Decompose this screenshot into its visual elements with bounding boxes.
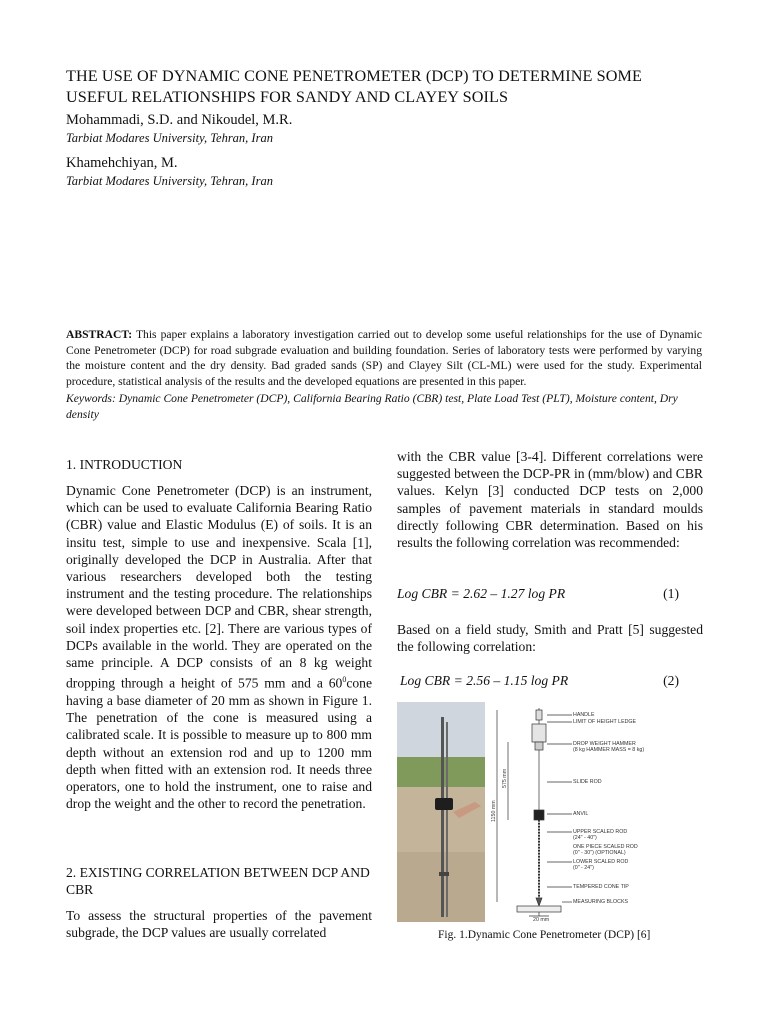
abstract: [66, 327, 702, 389]
author-1-name: Mohammadi, S.D. and Nikoudel, M.R.: [66, 112, 293, 128]
label-limit: LIMIT OF HEIGHT LEDGE: [573, 719, 637, 725]
label-cone-tip: TEMPERED CONE TIP: [573, 884, 629, 890]
dim-575: 575 mm: [502, 768, 508, 788]
equation-2: [397, 673, 703, 691]
abstract-text: This paper explains a laboratory investigation carried out to develop some useful relationships for the use of Dynamic Cone Penetrometer (DCP) for road subgrade evaluation and building foundation. Series of laboratory tests were performed by varying the moisture content and the dry density. Bad graded sands (SP) and Clayey Silt (CL-ML) were used for the study. Experimental procedure, statistical analysis of the results and the developed equations are presented in this paper.: [66, 328, 702, 388]
label-hammer-mass: (8 kg HAMMER MASS = 8 kg): [573, 747, 645, 753]
section-2-paragraph-2: with the CBR value [3-4]. Different correlations were suggested between the DCP-PR in (mm/blow) and CBR values. Kelyn [3] conducted DCP tests on 2,000 samples of pavement materials in standard moulds directly following CBR determination. Based on his results the following correlation was recommended:: [397, 449, 703, 551]
abstract-label: ABSTRACT:: [66, 328, 133, 341]
label-handle: HANDLE: [573, 712, 595, 718]
label-hammer: DROP WEIGHT HAMMER: [573, 741, 636, 747]
label-anvil: ANVIL: [573, 811, 589, 817]
author-2-affiliation: Tarbiat Modares University, Tehran, Iran: [66, 174, 273, 188]
equation-1: [397, 586, 703, 604]
figure-1-caption: Fig. 1.Dynamic Cone Penetrometer (DCP) [6]: [438, 929, 651, 941]
figure-1-graphic: [397, 702, 703, 922]
dim-1150: 1150 mm: [491, 800, 497, 822]
label-upper-rod-range: (24" - 40"): [573, 835, 597, 841]
equation-1-text: Log CBR = 2.62 – 1.27 log PR: [397, 586, 566, 601]
equation-2-number: (2): [663, 673, 679, 688]
label-lower-rod: LOWER SCALED ROD: [573, 859, 629, 865]
dcp-photo: [397, 702, 485, 922]
dcp-diagram-labels: [491, 712, 644, 922]
degree-superscript: 0: [342, 675, 347, 685]
section-2-paragraph-1: To assess the structural properties of the pavement subgrade, the DCP values are usually correlated: [66, 908, 372, 941]
label-one-piece-range: (0" - 30") (OPTIONAL): [573, 850, 626, 856]
keywords: Keywords: Dynamic Cone Penetrometer (DCP), California Bearing Ratio (CBR) test, Plate Load Test (PLT), Moisture content, Dry density: [66, 392, 678, 421]
author-2-name: Khamehchiyan, M.: [66, 155, 178, 171]
section-1-paragraph: [66, 482, 372, 812]
intro-text-b: cone having a base diameter of 20 mm as shown in Figure 1. The penetration of the cone is measured using a calibrated scale. It is possible to measure up to 800 mm depth without an extension rod and up to 1200 mm depth when fitted with an extension rod. It needs three operators, one to hold the instrument, one to raise and drop the weight and the other to record the penetration.: [66, 675, 372, 812]
label-measuring-blocks: MEASURING BLOCKS: [573, 899, 629, 905]
intro-text-a: Dynamic Cone Penetrometer (DCP) is an instrument, which can be used to evaluate California Bearing Ratio (CBR) value and Elastic Modulus (E) of soils. It is an insitu test, simple to use and inexpensive. Scala [1], originally developed the DCP in Australia. After that various researchers developed both the testing instrument and the testing procedure. The relationships were developed between DCP and CBR, shear strength, soil index properties etc. [2]. There are various types of DCPs available in the world. They are operated on the same principle. A DCP consists of an 8 kg weight dropping through a height of 575 mm and a 60: [66, 483, 372, 691]
figure-1: [397, 702, 703, 922]
equation-2-text: Log CBR = 2.56 – 1.15 log PR: [400, 673, 569, 688]
label-upper-rod: UPPER SCALED ROD: [573, 829, 628, 835]
dim-20: 20 mm: [533, 917, 550, 922]
paper-title: [66, 66, 706, 108]
dcp-diagram: [497, 708, 572, 916]
section-2-paragraph-3: Based on a field study, Smith and Pratt [5] suggested the following correlation:: [397, 622, 703, 655]
equation-1-number: (1): [663, 586, 679, 601]
title-line-1: THE USE OF DYNAMIC CONE PENETROMETER (DCP) TO DETERMINE SOME: [66, 67, 643, 85]
title-line-2: USEFUL RELATIONSHIPS FOR SANDY AND CLAYEY SOILS: [66, 88, 509, 106]
author-1-affiliation: Tarbiat Modares University, Tehran, Iran: [66, 131, 273, 145]
label-lower-rod-range: (0" - 24"): [573, 865, 594, 871]
label-slide-rod: SLIDE ROD: [573, 779, 602, 785]
section-1-heading: 1. INTRODUCTION: [66, 457, 183, 472]
label-one-piece-rod: ONE PIECE SCALED ROD: [573, 844, 638, 850]
section-2-heading: 2. EXISTING CORRELATION BETWEEN DCP AND CBR: [66, 865, 370, 898]
